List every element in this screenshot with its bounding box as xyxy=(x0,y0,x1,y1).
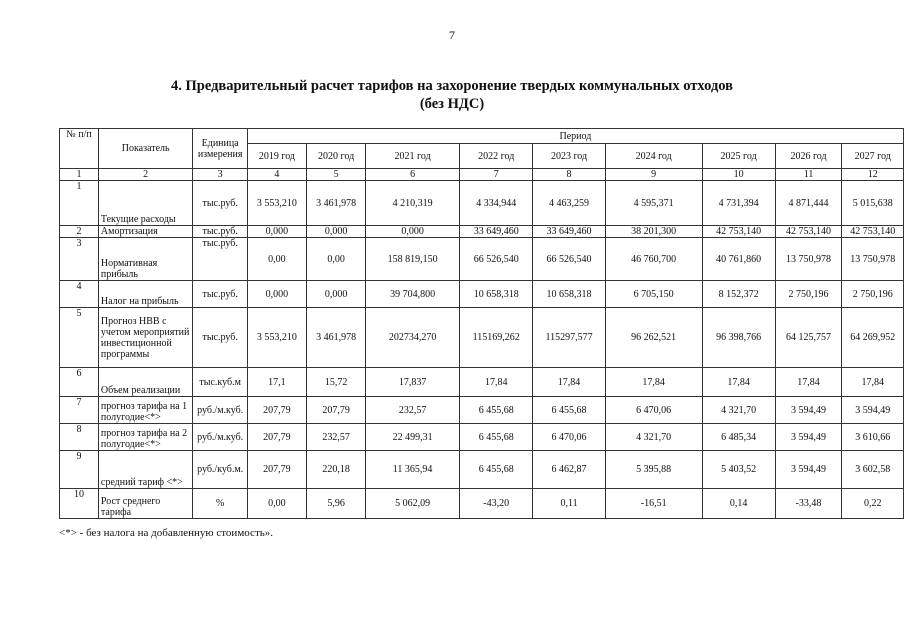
cell-value: 13 750,978 xyxy=(842,238,904,281)
cell-value: 3 553,210 xyxy=(247,308,306,368)
cell-value: 17,84 xyxy=(533,368,605,397)
column-number: 6 xyxy=(366,169,460,181)
cell-value: 0,22 xyxy=(842,489,904,519)
header-num: № п/п xyxy=(60,129,99,169)
cell-value: 0,14 xyxy=(702,489,775,519)
header-year: 2026 год xyxy=(775,144,842,169)
column-number: 4 xyxy=(247,169,306,181)
header-year: 2023 год xyxy=(533,144,605,169)
column-number: 8 xyxy=(533,169,605,181)
cell-value: 39 704,800 xyxy=(366,281,460,308)
table-row xyxy=(60,397,904,424)
row-indicator: Рост среднего тарифа xyxy=(98,489,193,519)
row-unit: тыс.руб. xyxy=(193,281,247,308)
cell-value: 0,00 xyxy=(247,489,306,519)
row-indicator: Нормативная прибыль xyxy=(98,238,193,281)
table-row xyxy=(60,308,904,368)
cell-value: 3 461,978 xyxy=(307,181,366,226)
cell-value: 33 649,460 xyxy=(533,226,605,238)
cell-value: 0,000 xyxy=(307,226,366,238)
header-indicator: Показатель xyxy=(98,129,193,169)
column-number: 1 xyxy=(60,169,99,181)
cell-value: 232,57 xyxy=(366,397,460,424)
cell-value: 33 649,460 xyxy=(460,226,533,238)
row-unit: % xyxy=(193,489,247,519)
header-year: 2025 год xyxy=(702,144,775,169)
cell-value: 6 462,87 xyxy=(533,451,605,489)
table-row xyxy=(60,226,904,238)
row-number: 7 xyxy=(60,397,99,424)
header-year: 2024 год xyxy=(605,144,702,169)
cell-value: 17,1 xyxy=(247,368,306,397)
header-year: 2027 год xyxy=(842,144,904,169)
cell-value: 5 062,09 xyxy=(366,489,460,519)
cell-value: 0,00 xyxy=(307,238,366,281)
cell-value: 96 262,521 xyxy=(605,308,702,368)
cell-value: 38 201,300 xyxy=(605,226,702,238)
cell-value: 0,000 xyxy=(247,226,306,238)
column-number: 12 xyxy=(842,169,904,181)
cell-value: 6 455,68 xyxy=(460,424,533,451)
cell-value: 22 499,31 xyxy=(366,424,460,451)
row-indicator: средний тариф <*> xyxy=(98,451,193,489)
title-line-2: (без НДС) xyxy=(419,96,485,112)
cell-value: 202734,270 xyxy=(366,308,460,368)
cell-value: 17,84 xyxy=(460,368,533,397)
row-number: 8 xyxy=(60,424,99,451)
table-row xyxy=(60,368,904,397)
cell-value: 115297,577 xyxy=(533,308,605,368)
row-unit: тыс.руб. xyxy=(193,238,247,281)
cell-value: 5 395,88 xyxy=(605,451,702,489)
cell-value: 17,84 xyxy=(775,368,842,397)
column-number: 2 xyxy=(98,169,193,181)
row-number: 10 xyxy=(60,489,99,519)
cell-value: 4 463,259 xyxy=(533,181,605,226)
row-indicator: Налог на прибыль xyxy=(98,281,193,308)
cell-value: 4 731,394 xyxy=(702,181,775,226)
cell-value: 0,000 xyxy=(366,226,460,238)
cell-value: 66 526,540 xyxy=(460,238,533,281)
header-year: 2020 год xyxy=(307,144,366,169)
cell-value: 4 595,371 xyxy=(605,181,702,226)
cell-value: 0,000 xyxy=(247,281,306,308)
row-number: 9 xyxy=(60,451,99,489)
column-number: 9 xyxy=(605,169,702,181)
row-number: 4 xyxy=(60,281,99,308)
cell-value: 96 398,766 xyxy=(702,308,775,368)
cell-value: 64 269,952 xyxy=(842,308,904,368)
cell-value: 10 658,318 xyxy=(533,281,605,308)
row-indicator: Объем реализации xyxy=(98,368,193,397)
cell-value: 66 526,540 xyxy=(533,238,605,281)
cell-value: 4 871,444 xyxy=(775,181,842,226)
row-indicator: Прогноз НВВ с учетом мероприятий инвестиционной программы xyxy=(98,308,193,368)
cell-value: 64 125,757 xyxy=(775,308,842,368)
cell-value: 4 334,944 xyxy=(460,181,533,226)
cell-value: 4 210,319 xyxy=(366,181,460,226)
cell-value: 3 594,49 xyxy=(775,397,842,424)
cell-value: 11 365,94 xyxy=(366,451,460,489)
row-number: 2 xyxy=(60,226,99,238)
cell-value: 207,79 xyxy=(247,451,306,489)
cell-value: 17,84 xyxy=(842,368,904,397)
row-unit: тыс.руб. xyxy=(193,308,247,368)
cell-value: 3 594,49 xyxy=(842,397,904,424)
cell-value: 207,79 xyxy=(247,397,306,424)
cell-value: 42 753,140 xyxy=(702,226,775,238)
row-unit: руб./куб.м. xyxy=(193,451,247,489)
cell-value: 5,96 xyxy=(307,489,366,519)
table-row xyxy=(60,181,904,226)
cell-value: 5 015,638 xyxy=(842,181,904,226)
cell-value: 5 403,52 xyxy=(702,451,775,489)
cell-value: 17,84 xyxy=(605,368,702,397)
cell-value: 6 485,34 xyxy=(702,424,775,451)
document-title xyxy=(0,77,904,113)
page-number: 7 xyxy=(449,28,455,42)
cell-value: -43,20 xyxy=(460,489,533,519)
cell-value: 2 750,196 xyxy=(842,281,904,308)
cell-value: 220,18 xyxy=(307,451,366,489)
column-number: 3 xyxy=(193,169,247,181)
column-number: 7 xyxy=(460,169,533,181)
table-row xyxy=(60,424,904,451)
cell-value: 6 470,06 xyxy=(605,397,702,424)
table-row xyxy=(60,451,904,489)
header-year: 2019 год xyxy=(247,144,306,169)
header-period: Период xyxy=(247,129,903,144)
cell-value: 6 705,150 xyxy=(605,281,702,308)
cell-value: 232,57 xyxy=(307,424,366,451)
tariff-table xyxy=(59,128,904,519)
cell-value: 0,11 xyxy=(533,489,605,519)
cell-value: 3 610,66 xyxy=(842,424,904,451)
cell-value: 3 461,978 xyxy=(307,308,366,368)
cell-value: 17,84 xyxy=(702,368,775,397)
cell-value: 115169,262 xyxy=(460,308,533,368)
cell-value: 10 658,318 xyxy=(460,281,533,308)
cell-value: 8 152,372 xyxy=(702,281,775,308)
cell-value: 4 321,70 xyxy=(702,397,775,424)
row-number: 1 xyxy=(60,181,99,226)
row-unit: тыс.куб.м xyxy=(193,368,247,397)
row-indicator: Амортизация xyxy=(98,226,193,238)
cell-value: 3 553,210 xyxy=(247,181,306,226)
row-number: 6 xyxy=(60,368,99,397)
cell-value: 158 819,150 xyxy=(366,238,460,281)
row-unit: тыс.руб. xyxy=(193,226,247,238)
cell-value: 0,000 xyxy=(307,281,366,308)
row-number: 3 xyxy=(60,238,99,281)
column-number: 11 xyxy=(775,169,842,181)
cell-value: 6 455,68 xyxy=(460,451,533,489)
cell-value: 13 750,978 xyxy=(775,238,842,281)
header-year: 2022 год xyxy=(460,144,533,169)
cell-value: -16,51 xyxy=(605,489,702,519)
cell-value: 6 470,06 xyxy=(533,424,605,451)
column-number: 10 xyxy=(702,169,775,181)
row-unit: тыс.руб. xyxy=(193,181,247,226)
title-line-1: 4. Предварительный расчет тарифов на захоронение твердых коммунальных отходов xyxy=(170,78,734,94)
row-number: 5 xyxy=(60,308,99,368)
cell-value: 3 594,49 xyxy=(775,451,842,489)
cell-value: 0,00 xyxy=(247,238,306,281)
table-row xyxy=(60,238,904,281)
table-row xyxy=(60,489,904,519)
row-unit: руб./м.куб. xyxy=(193,424,247,451)
row-unit: руб./м.куб. xyxy=(193,397,247,424)
cell-value: 46 760,700 xyxy=(605,238,702,281)
cell-value: 207,79 xyxy=(307,397,366,424)
cell-value: 3 594,49 xyxy=(775,424,842,451)
table-row xyxy=(60,281,904,308)
cell-value: 6 455,68 xyxy=(460,397,533,424)
row-indicator: Текущие расходы xyxy=(98,181,193,226)
cell-value: 40 761,860 xyxy=(702,238,775,281)
cell-value: 2 750,196 xyxy=(775,281,842,308)
row-indicator: прогноз тарифа на 1 полугодие<*> xyxy=(98,397,193,424)
cell-value: 42 753,140 xyxy=(775,226,842,238)
row-indicator: прогноз тарифа на 2 полугодие<*> xyxy=(98,424,193,451)
cell-value: 42 753,140 xyxy=(842,226,904,238)
cell-value: 17,837 xyxy=(366,368,460,397)
cell-value: 3 602,58 xyxy=(842,451,904,489)
cell-value: 207,79 xyxy=(247,424,306,451)
header-year: 2021 год xyxy=(366,144,460,169)
column-number: 5 xyxy=(307,169,366,181)
footnote: <*> - без налога на добавленную стоимость». xyxy=(59,527,274,539)
cell-value: 4 321,70 xyxy=(605,424,702,451)
header-unit: Единица измерения xyxy=(193,129,247,169)
cell-value: 6 455,68 xyxy=(533,397,605,424)
cell-value: -33,48 xyxy=(775,489,842,519)
cell-value: 15,72 xyxy=(307,368,366,397)
